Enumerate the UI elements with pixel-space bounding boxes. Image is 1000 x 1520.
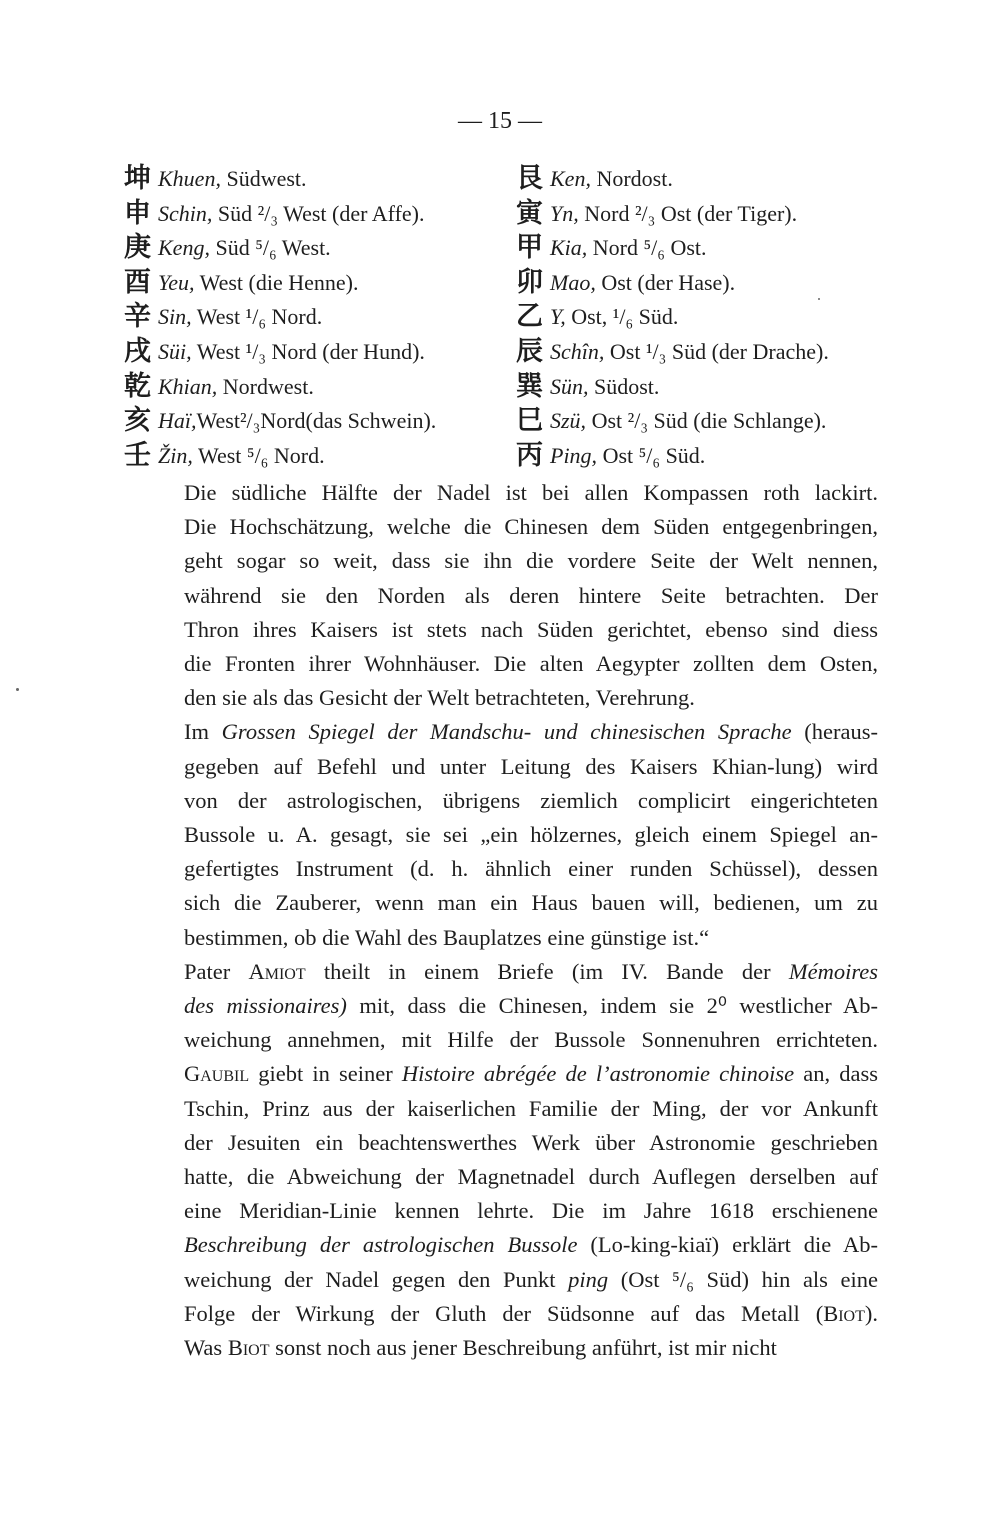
chinese-character: 酉: [124, 266, 151, 298]
direction-description: Ost ⁵/₆ Süd.: [597, 442, 706, 468]
text-line: geht sogar so weit, dass sie ihn die vordere Seite der Welt nennen,: [184, 548, 878, 574]
direction-name: Ken,: [550, 166, 591, 191]
direction-description: West²/₃Nord(das Schwein).: [196, 408, 437, 434]
text-line: gegeben auf Befehl und unter Leitung des Kaisers Khian-lung) wird: [184, 753, 878, 779]
direction-name: Sin,: [158, 304, 192, 330]
direction-description: West ¹/₆ Nord.: [191, 304, 323, 330]
direction-description: West ¹/₃ Nord (der Hund).: [191, 338, 425, 364]
chinese-character: 壬: [124, 439, 151, 471]
text-line: eine Meridian-Linie kennen lehrte. Die im Jahre 1618 erschienene: [184, 1198, 878, 1224]
direction-entry: [516, 335, 829, 369]
direction-entry: [124, 231, 331, 265]
direction-description: Nordwest.: [217, 373, 314, 399]
paragraph-needle-colour: [126, 476, 878, 715]
chinese-character: 辛: [124, 301, 151, 333]
direction-description: Südost.: [588, 373, 660, 399]
emphasis: ping: [568, 1266, 609, 1292]
page-number: — 15 —: [458, 108, 542, 134]
text-line: Was Biot sonst noch aus jener Beschreibung anführt, ist mir nicht: [184, 1335, 777, 1361]
paragraph-amiot-gaubil: [126, 955, 878, 1365]
direction-description: Ost (der Hase).: [595, 269, 736, 295]
direction-row: [124, 162, 884, 197]
direction-entry: [516, 370, 659, 404]
direction-entry: [516, 197, 797, 231]
direction-name: Süi,: [158, 338, 192, 364]
direction-entry: [516, 162, 673, 196]
direction-name: Kia,: [550, 235, 588, 261]
text-line: gefertigtes Instrument (d. h. ähnlich einer runden Schüssel), dessen: [184, 856, 878, 882]
chinese-character: 庚: [124, 232, 151, 264]
direction-name: Schin,: [158, 200, 213, 226]
direction-name: Yeu,: [158, 269, 195, 295]
direction-description: Nordost.: [590, 166, 673, 191]
direction-description: Ost ¹/₃ Süd (der Drache).: [604, 338, 829, 364]
chinese-character: 巽: [516, 370, 543, 402]
direction-description: West ⁵/₆ Nord.: [192, 442, 325, 468]
text-line: Folge der Wirkung der Gluth der Südsonne auf das Metall (Biot).: [184, 1300, 878, 1326]
chinese-character: 亥: [124, 405, 151, 437]
direction-row: [124, 439, 884, 474]
chinese-character: 乙: [516, 301, 543, 333]
text-line: während sie den Norden als deren hintere Seite betrachten. Der: [184, 582, 878, 608]
body-text: [126, 476, 878, 1365]
chinese-character: 艮: [516, 163, 543, 194]
direction-row: [124, 300, 884, 335]
text-line: der Jesuiten ein beachtenswerthes Werk über Astronomie geschrieben: [184, 1129, 878, 1155]
author-name: Amiot: [248, 958, 306, 984]
text-line: die Fronten ihrer Wohnhäuser. Die alten Aegypter zollten dem Osten,: [184, 651, 878, 677]
text-line: Gaubil giebt in seiner Histoire abrégée de l’astronomie chinoise an, dass: [184, 1061, 878, 1087]
chinese-character: 丙: [516, 439, 543, 471]
book-title: Histoire abrégée de l’astronomie chinoise: [401, 1061, 795, 1087]
text-line: bestimmen, ob die Wahl des Bauplatzes eine günstige ist.“: [184, 924, 710, 950]
direction-row: [124, 266, 884, 301]
text-line: Die Hochschätzung, welche die Chinesen dem Süden entgegenbringen,: [184, 514, 878, 540]
paragraph-great-mirror: [126, 715, 878, 954]
direction-name: Y,: [550, 304, 566, 330]
direction-name: Khuen,: [158, 166, 221, 191]
direction-description: Ost ²/₃ Süd (die Schlange).: [586, 408, 827, 434]
direction-name: Haï,: [158, 408, 197, 434]
direction-name: Keng,: [158, 235, 210, 261]
text-line: Bussole u. A. gesagt, sie sei „ein hölzernes, gleich einem Spiegel an-: [184, 822, 878, 848]
chinese-character: 戌: [124, 335, 151, 367]
direction-description: Süd ⁵/₆ West.: [209, 235, 331, 261]
direction-entry: [516, 266, 735, 300]
direction-description: Nord ²/₃ Ost (der Tiger).: [578, 200, 798, 226]
text-line: Die südliche Hälfte der Nadel ist bei allen Kompassen roth lackirt.: [184, 480, 878, 505]
text-line: Tschin, Prinz aus der kaiserlichen Familie der Ming, der vor Ankunft: [184, 1095, 878, 1121]
chinese-character: 寅: [516, 197, 543, 229]
direction-row: [124, 404, 884, 439]
direction-entry: [516, 300, 678, 334]
direction-name: Yn,: [550, 200, 579, 226]
book-title: Beschreibung der astrologischen Bussole: [184, 1232, 578, 1258]
direction-name: Mao,: [550, 269, 596, 295]
book-title: des missionaires): [184, 993, 347, 1019]
direction-entry: [124, 300, 322, 334]
direction-entry: [124, 266, 358, 300]
chinese-character: 辰: [516, 335, 543, 367]
direction-row: [124, 335, 884, 370]
text-line: den sie als das Gesicht der Welt betrachteten, Verehrung.: [184, 685, 695, 711]
text-line: Thron ihres Kaisers ist stets nach Süden gerichtet, ebenso sind diess: [184, 616, 878, 642]
scan-speck: [818, 298, 820, 300]
direction-entry: [124, 335, 425, 369]
direction-entry: [516, 231, 707, 265]
direction-entry: [124, 370, 314, 404]
compass-directions-table: [124, 162, 884, 473]
direction-description: West (die Henne).: [194, 269, 359, 295]
chinese-character: 卯: [516, 266, 543, 298]
text-line: von der astrologischen, übrigens ziemlich complicirt eingerichteten: [184, 787, 878, 813]
text-line: weichung der Nadel gegen den Punkt ping (Ost ⁵/₆ Süd) hin als eine: [184, 1266, 878, 1292]
text-line: weichung annehmen, mit Hilfe der Bussole Sonnenuhren errichteten.: [184, 1027, 878, 1053]
direction-name: Ping,: [550, 442, 598, 468]
direction-row: [124, 231, 884, 266]
direction-description: Ost, ¹/₆ Süd.: [565, 304, 679, 330]
chinese-character: 乾: [124, 370, 151, 402]
direction-description: Nord ⁵/₆ Ost.: [587, 235, 707, 261]
scan-speck: [16, 688, 19, 691]
direction-entry: [124, 404, 436, 438]
author-name: Biot: [227, 1335, 270, 1361]
direction-name: Khian,: [158, 373, 218, 399]
direction-row: [124, 370, 884, 405]
direction-entry: [124, 439, 325, 473]
direction-name: Žin,: [158, 442, 193, 468]
author-name: Biot: [823, 1300, 865, 1326]
direction-entry: [516, 439, 705, 473]
text-line: Beschreibung der astrologischen Bussole (Lo-king-kiaï) erklärt die Ab-: [184, 1232, 878, 1258]
direction-name: Sün,: [550, 373, 589, 399]
text-line: hatte, die Abweichung der Magnetnadel durch Auflegen derselben auf: [184, 1164, 878, 1190]
text-line: Im Grossen Spiegel der Mandschu- und chinesischen Sprache (heraus-: [184, 719, 879, 745]
chinese-character: 巳: [516, 405, 543, 437]
direction-row: [124, 197, 884, 232]
chinese-character: 坤: [124, 163, 151, 194]
direction-entry: [124, 162, 307, 196]
direction-description: Südwest.: [220, 166, 307, 191]
text-line: Pater Amiot theilt in einem Briefe (im IV. Bande der Mémoires: [184, 958, 879, 984]
direction-name: Szü,: [550, 408, 587, 434]
direction-name: Schîn,: [550, 338, 605, 364]
text-line: sich die Zauberer, wenn man ein Haus bauen will, bedienen, um zu: [184, 890, 878, 916]
direction-entry: [516, 404, 826, 438]
book-title: Mémoires: [788, 958, 879, 984]
book-title: Grossen Spiegel der Mandschu- und chinesischen Sprache: [221, 719, 792, 745]
author-name: Gaubil: [184, 1061, 250, 1087]
direction-entry: [124, 197, 424, 231]
text-line: des missionaires) mit, dass die Chinesen, indem sie 2⁰ westlicher Ab-: [184, 993, 878, 1019]
direction-description: Süd ²/₃ West (der Affe).: [212, 200, 425, 226]
chinese-character: 甲: [516, 232, 543, 264]
chinese-character: 申: [124, 197, 151, 229]
